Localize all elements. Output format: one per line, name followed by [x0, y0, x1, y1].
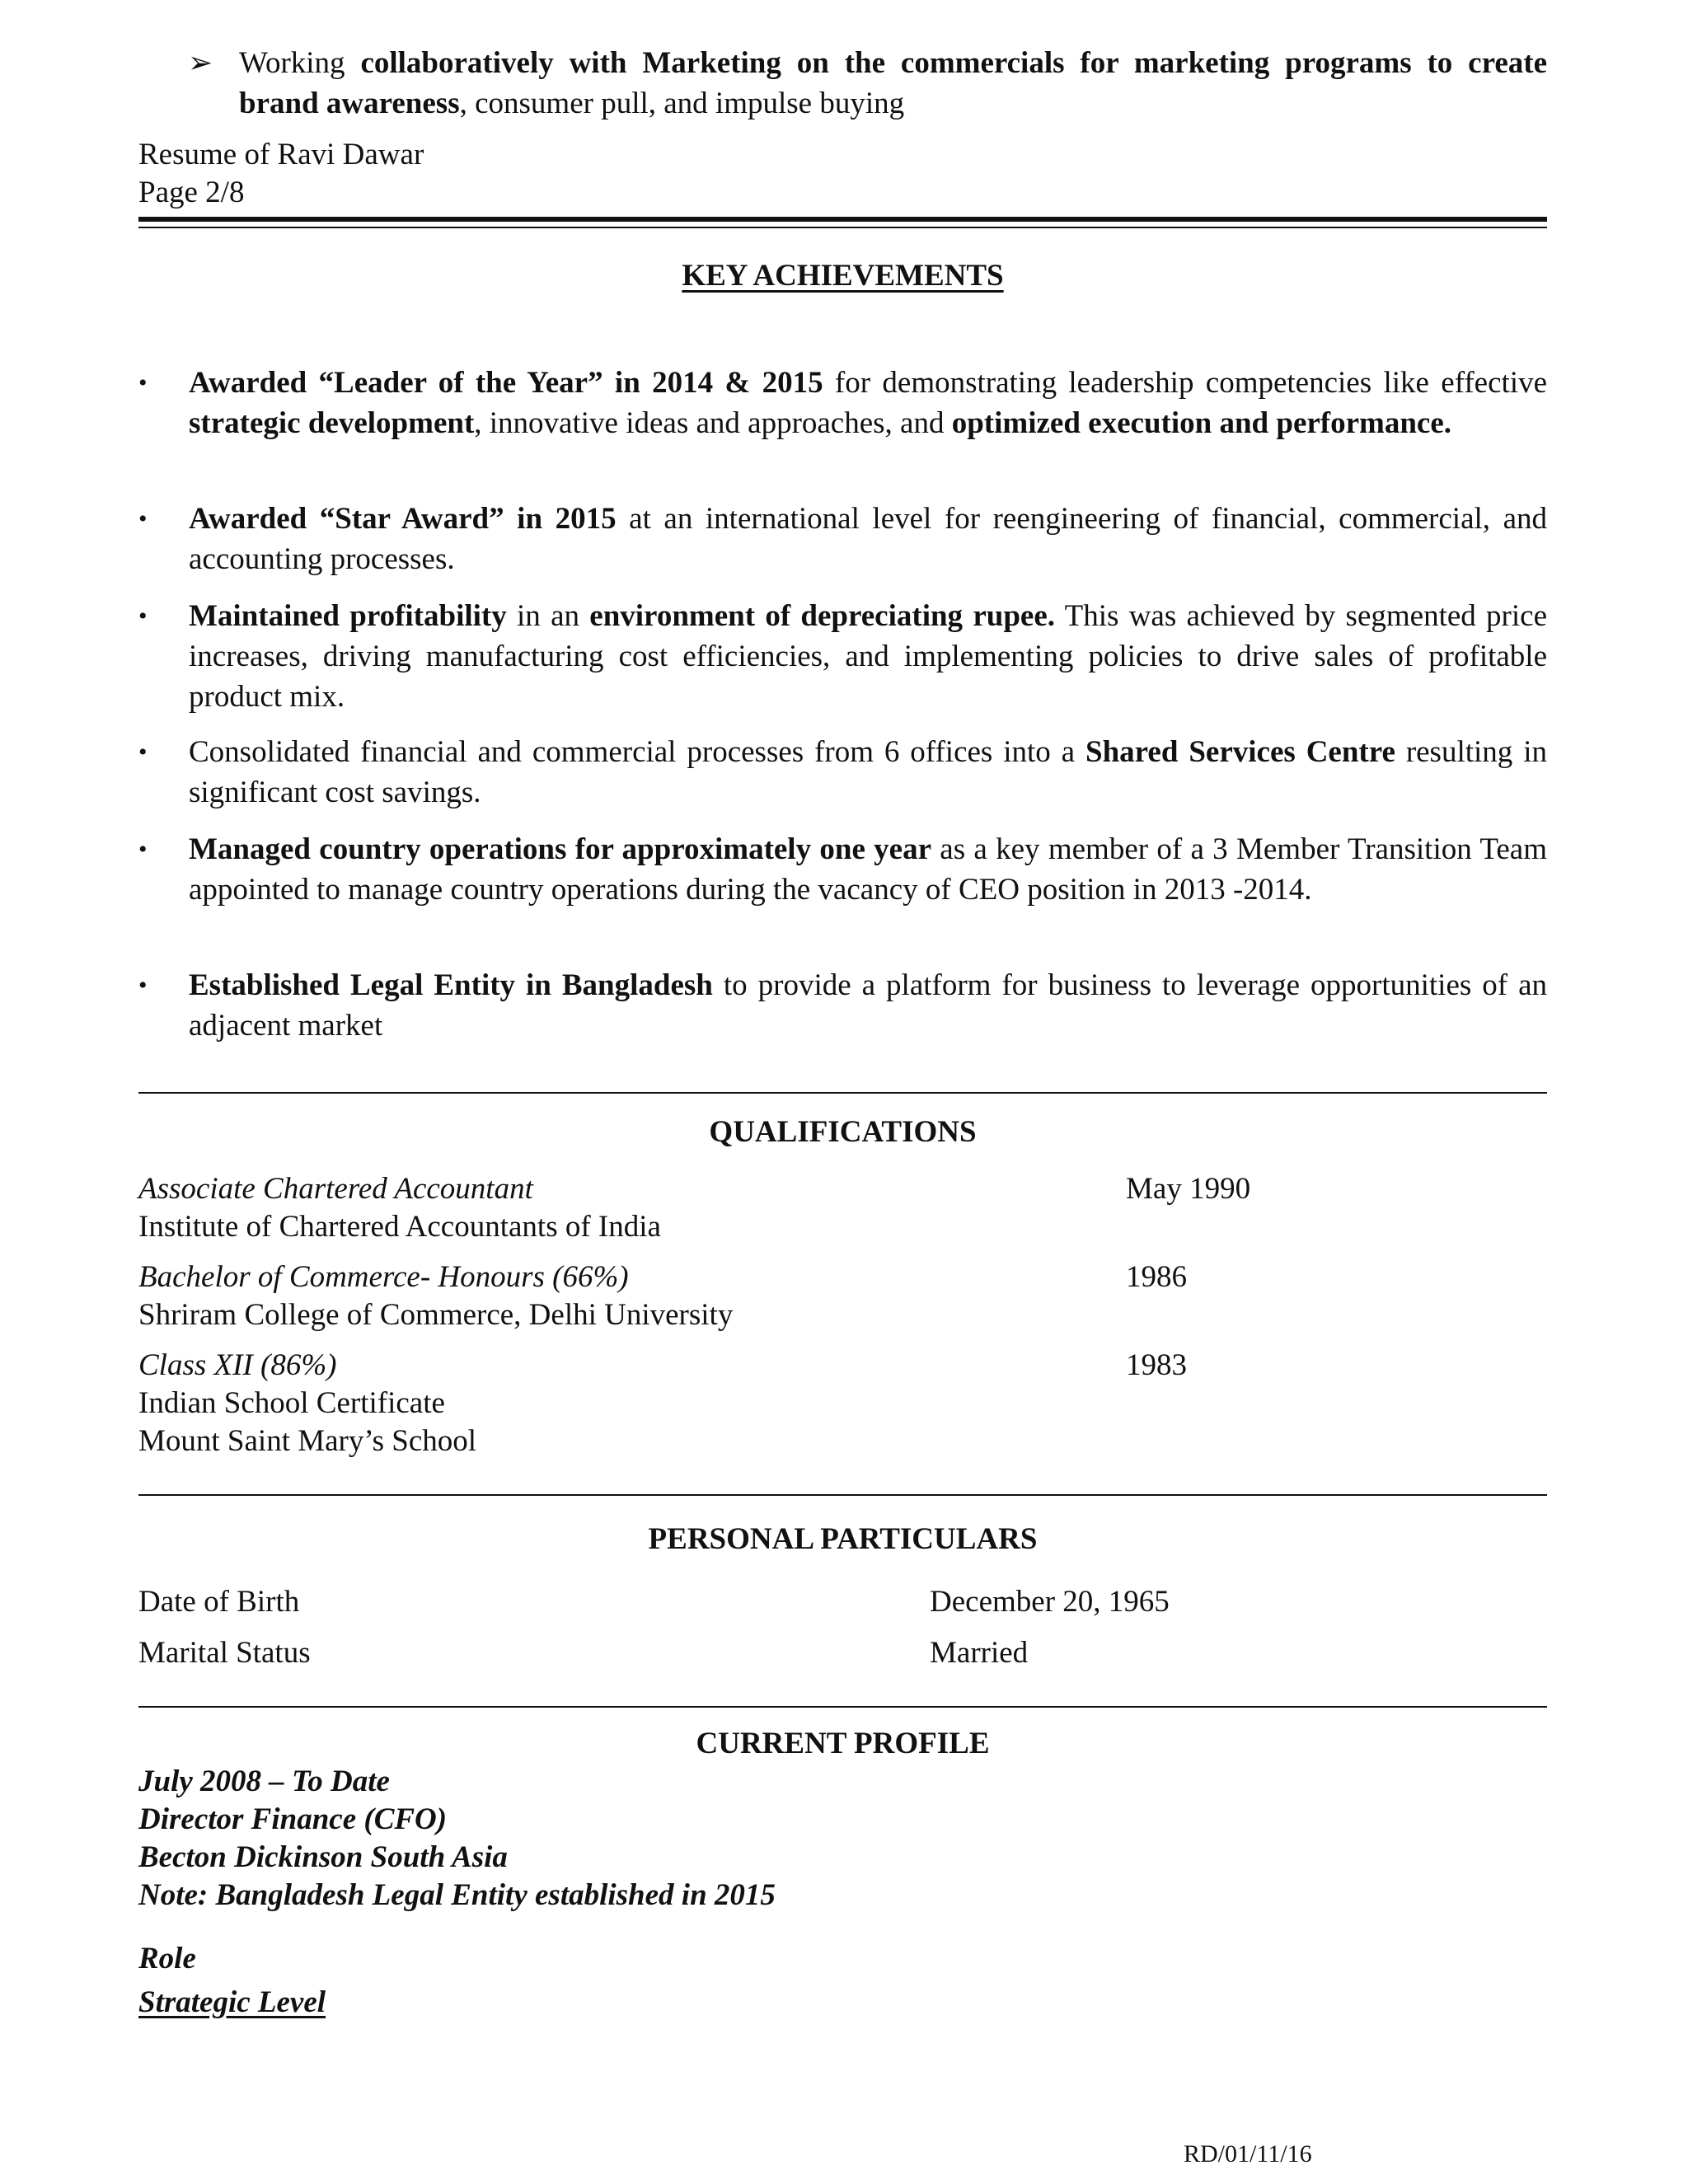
resume-header-name: Resume of Ravi Dawar: [138, 138, 424, 171]
profile-dates: July 2008 – To Date: [138, 1765, 390, 1798]
document-code: RD/01/11/16: [1184, 2140, 1312, 2168]
achievement-item: Maintained profitability in an environment of depreciating rupee. This was achieved by segmented price increases, driving manufacturing cost efficiencies, and implementing policies to drive sales of profitable product mix.: [189, 599, 1547, 714]
qualifications-heading: QUALIFICATIONS: [709, 1115, 977, 1149]
current-profile-heading: CURRENT PROFILE: [696, 1727, 990, 1760]
personal-value: Married: [930, 1636, 1029, 1670]
profile-note: Note: Bangladesh Legal Entity established in 2015: [138, 1878, 776, 1912]
strategic-level-heading: Strategic Level: [138, 1985, 326, 2019]
achievement-item: Established Legal Entity in Bangladesh to provide a platform for business to leverage opportunities of an adjacent market: [189, 968, 1547, 1043]
qualification-date: 1986: [1126, 1260, 1187, 1294]
page-number: Page 2/8: [138, 176, 245, 209]
bullet-icon: •: [138, 972, 148, 999]
qualification-degree: Bachelor of Commerce- Honours (66%): [138, 1260, 629, 1294]
achievement-item: Managed country operations for approximately one year as a key member of a 3 Member Transition Team appointed to manage country operations during the vacancy of CEO position in 2013 -2014.: [189, 832, 1547, 907]
personal-particulars-heading: PERSONAL PARTICULARS: [648, 1522, 1038, 1556]
personal-label: Marital Status: [138, 1636, 311, 1670]
bullet-icon: •: [138, 602, 148, 630]
qualification-date: May 1990: [1126, 1172, 1251, 1206]
bullet-icon: •: [138, 738, 148, 766]
qualification-degree: Associate Chartered Accountant: [138, 1172, 533, 1206]
achievement-item: Consolidated financial and commercial processes from 6 offices into a Shared Services Centre resulting in significant cost savings.: [189, 735, 1547, 809]
qualification-date: 1983: [1126, 1348, 1187, 1382]
qualification-degree: Class XII (86%): [138, 1348, 337, 1382]
marketing-bullet-text: Working collaboratively with Marketing on the commercials for marketing programs to create brand awareness, consumer pull, and impulse buying: [239, 46, 1547, 120]
bullet-icon: •: [138, 505, 148, 532]
qualification-institution: Indian School Certificate: [138, 1386, 445, 1420]
personal-value: December 20, 1965: [930, 1585, 1170, 1619]
arrow-bullet-icon: ➢: [188, 46, 213, 79]
qualification-school: Mount Saint Mary’s School: [138, 1424, 477, 1458]
achievement-item: Awarded “Leader of the Year” in 2014 & 2015 for demonstrating leadership competencies like effective strategic development, innovative ideas and approaches, and optimized execution and performance.: [189, 366, 1547, 440]
profile-position: Director Finance (CFO): [138, 1802, 448, 1836]
role-label: Role: [138, 1942, 196, 1975]
bullet-icon: •: [138, 369, 148, 396]
personal-label: Date of Birth: [138, 1585, 300, 1619]
header-rule-thin: [138, 227, 1547, 228]
qualification-institution: Institute of Chartered Accountants of India: [138, 1210, 661, 1244]
qualification-institution: Shriram College of Commerce, Delhi University: [138, 1298, 734, 1332]
header-rule-thick: [138, 217, 1547, 222]
key-achievements-heading: KEY ACHIEVEMENTS: [682, 259, 1004, 293]
bullet-icon: •: [138, 836, 148, 863]
section-divider: [138, 1092, 1547, 1094]
section-divider: [138, 1706, 1547, 1708]
profile-company: Becton Dickinson South Asia: [138, 1840, 508, 1874]
achievement-item: Awarded “Star Award” in 2015 at an international level for reengineering of financial, commercial, and accounting processes.: [189, 502, 1548, 576]
section-divider: [138, 1494, 1547, 1496]
